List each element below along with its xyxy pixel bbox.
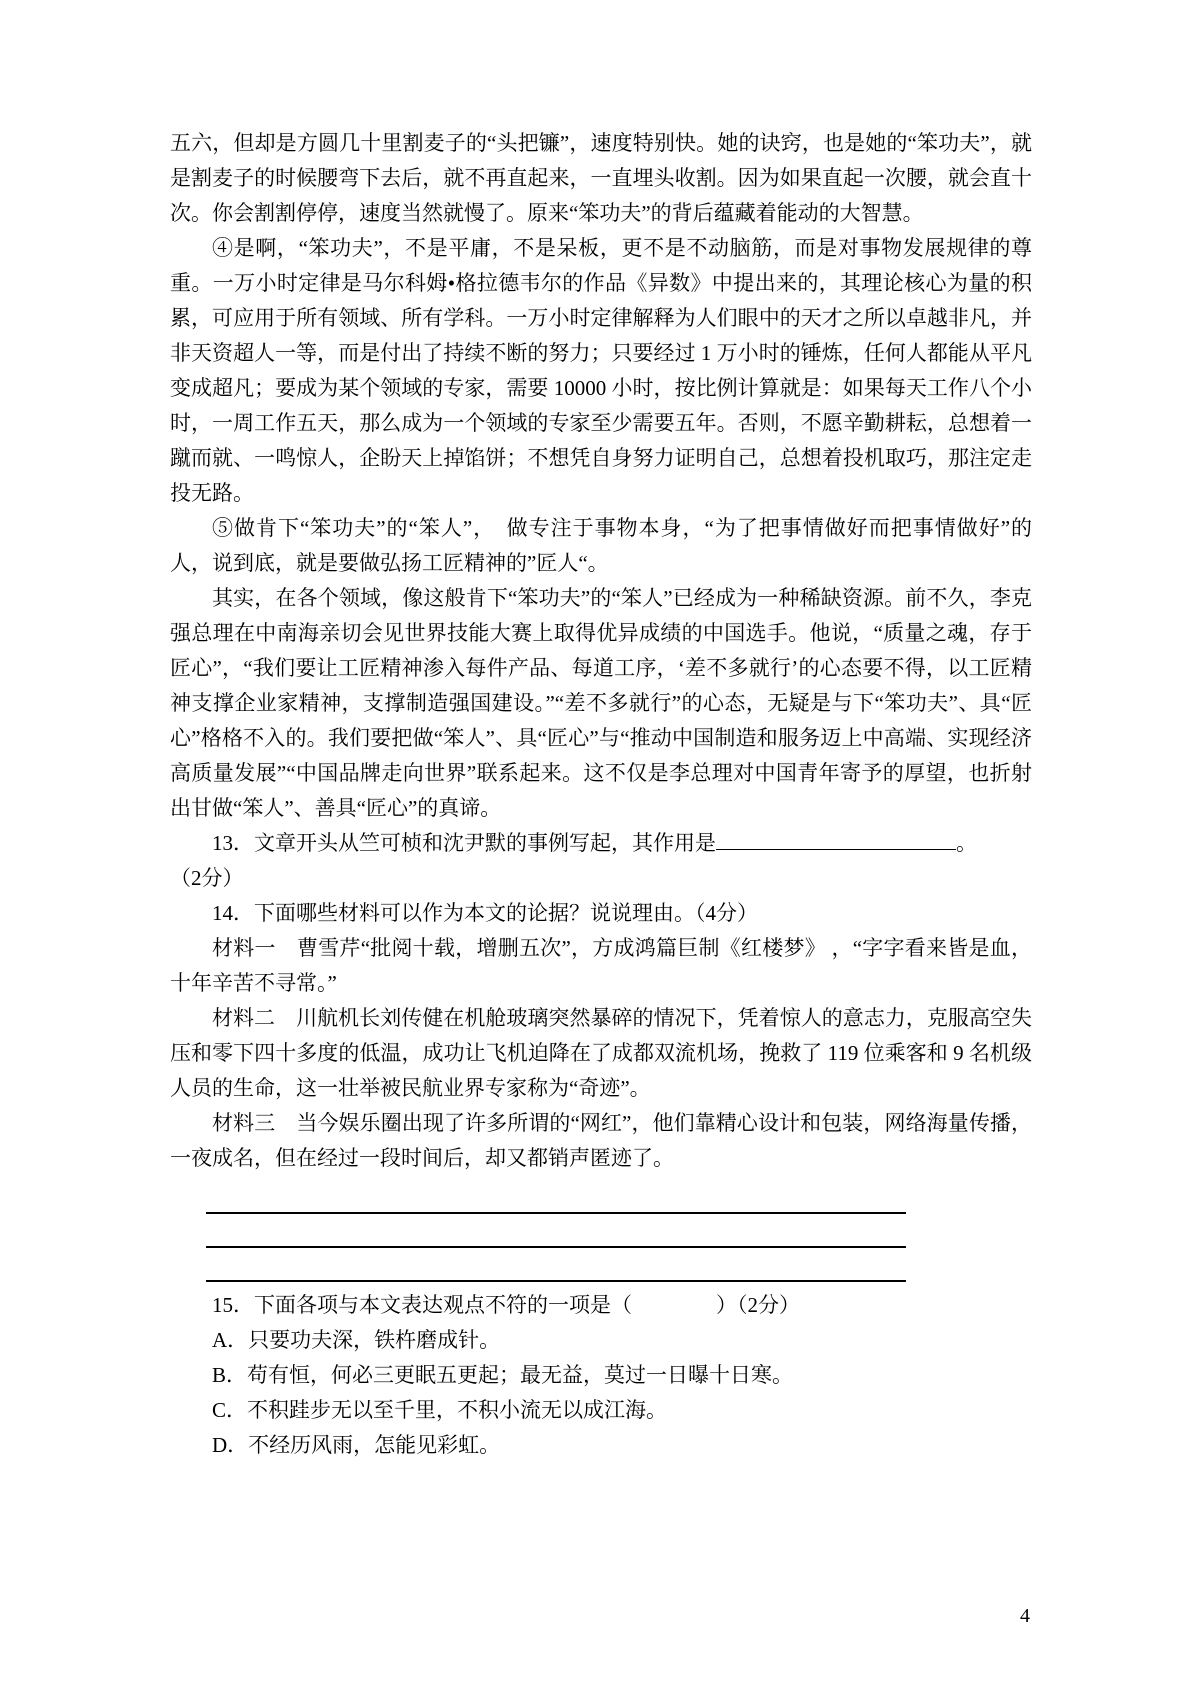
page-number: 4 [1020,1605,1030,1627]
question-14: 14．下面哪些材料可以作为本文的论据？说说理由。（4分） [212,901,758,925]
answer-line-2 [206,1214,906,1248]
answer-line-1 [206,1180,906,1214]
question-15-option-c: C．不积跬步无以至千里，不积小流无以成江海。 [212,1398,668,1422]
question-13-period: 。 [956,831,977,855]
question-14-answer-lines [206,1180,906,1282]
question-15: 15．下面各项与本文表达观点不符的一项是（ ）（2分） [212,1293,800,1317]
body-paragraph-5: ⑤做肯下“笨功夫”的“笨人”， 做专注于事物本身，“为了把事情做好而把事情做好”的人，说到底，就是要做弘扬工匠精神的”匠人“。 [170,516,1032,575]
question-15-option-b: B．苟有恒，何必三更眠五更起；最无益，莫过一日曝十日寒。 [212,1363,794,1387]
question-15-option-d: D．不经历风雨，怎能见彩虹。 [212,1433,501,1457]
question-13-score: （2分） [170,866,244,890]
body-paragraph-6: 其实，在各个领域，像这般肯下“笨功夫”的“笨人”已经成为一种稀缺资源。前不久，李克强总理在中南海亲切会见世界技能大赛上取得优异成绩的中国选手。他说，“质量之魂，存于匠心”，“我们要让工匠精神渗入每件产品、每道工序，‘差不多就行’的心态要不得，以工匠精神支撑企业家精神，支撑制造强国建设。”“差不多就行”的心态，无疑是与下“笨功夫”、具“匠心”格格不入的。我们要把做“笨人”、具“匠心”与“推动中国制造和服务迈上中高端、实现经济高质量发展”“中国品牌走向世界”联系起来。这不仅是李总理对中国青年寄予的厚望，也折射出甘做“笨人”、善具“匠心”的真谛。 [170,586,1032,820]
material-3-paragraph: 材料三 当今娱乐圈出现了许多所谓的“网红”，他们靠精心设计和包装，网络海量传播，一夜成名，但在经过一段时间后，却又都销声匿迹了。 [170,1111,1032,1170]
body-paragraph-continuation: 五六，但却是方圆几十里割麦子的“头把镰”，速度特别快。她的诀窍，也是她的“笨功夫”，就是割麦子的时候腰弯下去后，就不再直起来，一直埋头收割。因为如果直起一次腰，就会直十次。你会割割停停，速度当然就慢了。原来“笨功夫”的背后蕴藏着能动的大智慧。 [170,131,1032,225]
question-13 [170,826,1032,861]
page-content [170,126,1032,1463]
body-paragraph-4: ④是啊，“笨功夫”，不是平庸，不是呆板，更不是不动脑筋，而是对事物发展规律的尊重。一万小时定律是马尔科姆•格拉德韦尔的作品《异数》中提出来的，其理论核心为量的积累，可应用于所有领域、所有学科。一万小时定律解释为人们眼中的天才之所以卓越非凡，并非天资超人一等，而是付出了持续不断的努力；只要经过 1 万小时的锤炼，任何人都能从平凡变成超凡；要成为某个领域的专家，需要 10000 小时，按比例计算就是：如果每天工作八个小时，一周工作五天，那么成为一个领域的专家至少需要五年。否则，不愿辛勤耕耘，总想着一蹴而就、一鸣惊人，企盼天上掉馅饼；不想凭自身努力证明自己，总想着投机取巧，那注定走投无路。 [170,236,1032,505]
question-13-text: 13．文章开头从竺可桢和沈尹默的事例写起，其作用是 [212,831,716,855]
material-2-paragraph: 材料二 川航机长刘传健在机舱玻璃突然暴碎的情况下，凭着惊人的意志力，克服高空失压和零下四十多度的低温，成功让飞机迫降在了成都双流机场，挽救了 119 位乘客和 9 名机级人员的生命，这一壮举被民航业界专家称为“奇迹”。 [170,1006,1032,1100]
question-15-option-a: A．只要功夫深，铁杵磨成针。 [212,1328,501,1352]
material-1-paragraph: 材料一 曹雪芹“批阅十载，增删五次”，方成鸿篇巨制《红楼梦》 ，“字字看来皆是血，十年辛苦不寻常。” [170,936,1032,995]
answer-line-3 [206,1248,906,1282]
question-13-answer-blank [716,827,956,850]
